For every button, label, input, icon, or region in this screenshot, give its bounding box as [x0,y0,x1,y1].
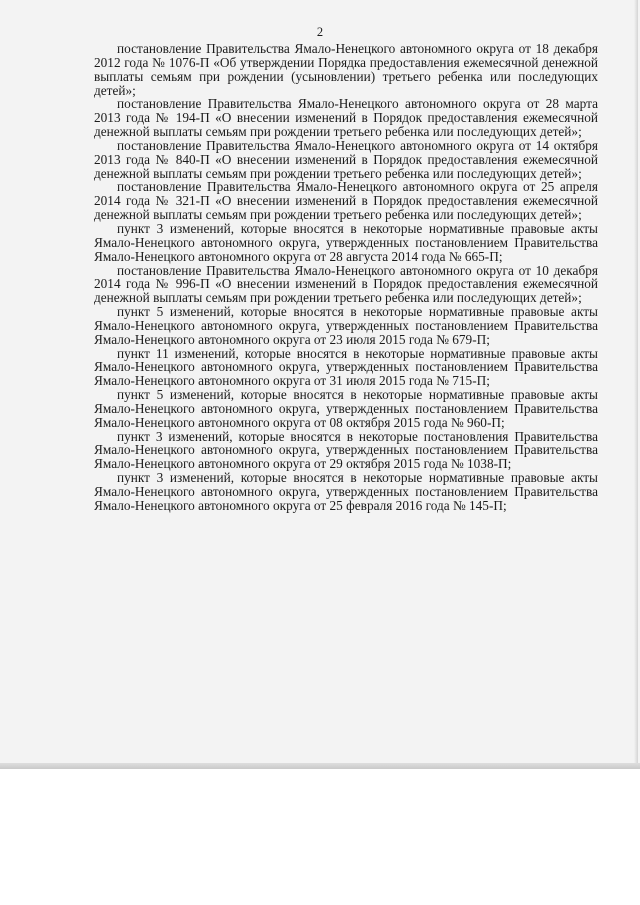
paragraph: постановление Правительства Ямало-Ненецкого автономного округа от 18 декабря 2012 года № 1076-П «Об утверждении Порядка предоставления ежемесячной денежной выплаты семьям при рождении (усыновлении) третьего ребенка или последующих детей»; [94,41,598,98]
paragraph: постановление Правительства Ямало-Ненецкого автономного округа от 10 декабря 2014 года № 996-П «О внесении изменений в Порядок предоставления ежемесячной денежной выплаты семьям при рождении третьего ребенка или последующих детей»; [94,262,598,306]
paragraph: постановление Правительства Ямало-Ненецкого автономного округа от 14 октября 2013 года № 840-П «О внесении изменений в Порядок предоставления ежемесячной денежной выплаты семьям при рождении третьего ребенка или последующих детей»; [94,137,598,181]
paragraph: постановление Правительства Ямало-Ненецкого автономного округа от 25 апреля 2014 года № 321-П «О внесении изменений в Порядок предоставления ежемесячной денежной выплаты семьям при рождении третьего ребенка или последующих детей»; [94,179,598,223]
paragraph: пункт 3 изменений, которые вносятся в некоторые нормативные правовые акты Ямало-Ненецкого автономного округа, утвержденных постановлением Правительства Ямало-Ненецкого автономного округа от 25 февраля 2016 года № 145-П; [94,470,598,513]
paragraph: пункт 5 изменений, которые вносятся в некоторые нормативные правовые акты Ямало-Ненецкого автономного округа, утвержденных постановлением Правительства Ямало-Ненецкого автономного округа от 23 июля 2015 года № 679-П; [94,304,598,347]
paragraph: пункт 5 изменений, которые вносятся в некоторые нормативные правовые акты Ямало-Ненецкого автономного округа, утвержденных постановлением Правительства Ямало-Ненецкого автономного округа от 08 октября 2015 года № 960-П; [94,387,598,430]
scan-bottom-edge [0,763,640,769]
paragraph: пункт 3 изменений, которые вносятся в некоторые нормативные правовые акты Ямало-Ненецкого автономного округа, утвержденных постановлением Правительства Ямало-Ненецкого автономного округа от 28 августа 2014 года № 665-П; [94,220,598,264]
paragraph: постановление Правительства Ямало-Ненецкого автономного округа от 28 марта 2013 года № 194-П «О внесении изменений в Порядок предоставления ежемесячной денежной выплаты семьям при рождении третьего ребенка или последующих детей»; [94,96,598,140]
paragraph: пункт 3 изменений, которые вносятся в некоторые постановления Правительства Ямало-Ненецкого автономного округа, утвержденных постановлением Правительства Ямало-Ненецкого автономного округа от 29 октября 2015 года № 1038-П; [94,428,598,472]
document-body [94,42,598,513]
page-number: 2 [316,25,324,39]
paragraph: пункт 11 изменений, которые вносятся в некоторые нормативные правовые акты Ямало-Ненецкого автономного округа, утвержденных постановлением Правительства Ямало-Ненецкого автономного округа от 31 июля 2015 года № 715-П; [94,345,598,389]
